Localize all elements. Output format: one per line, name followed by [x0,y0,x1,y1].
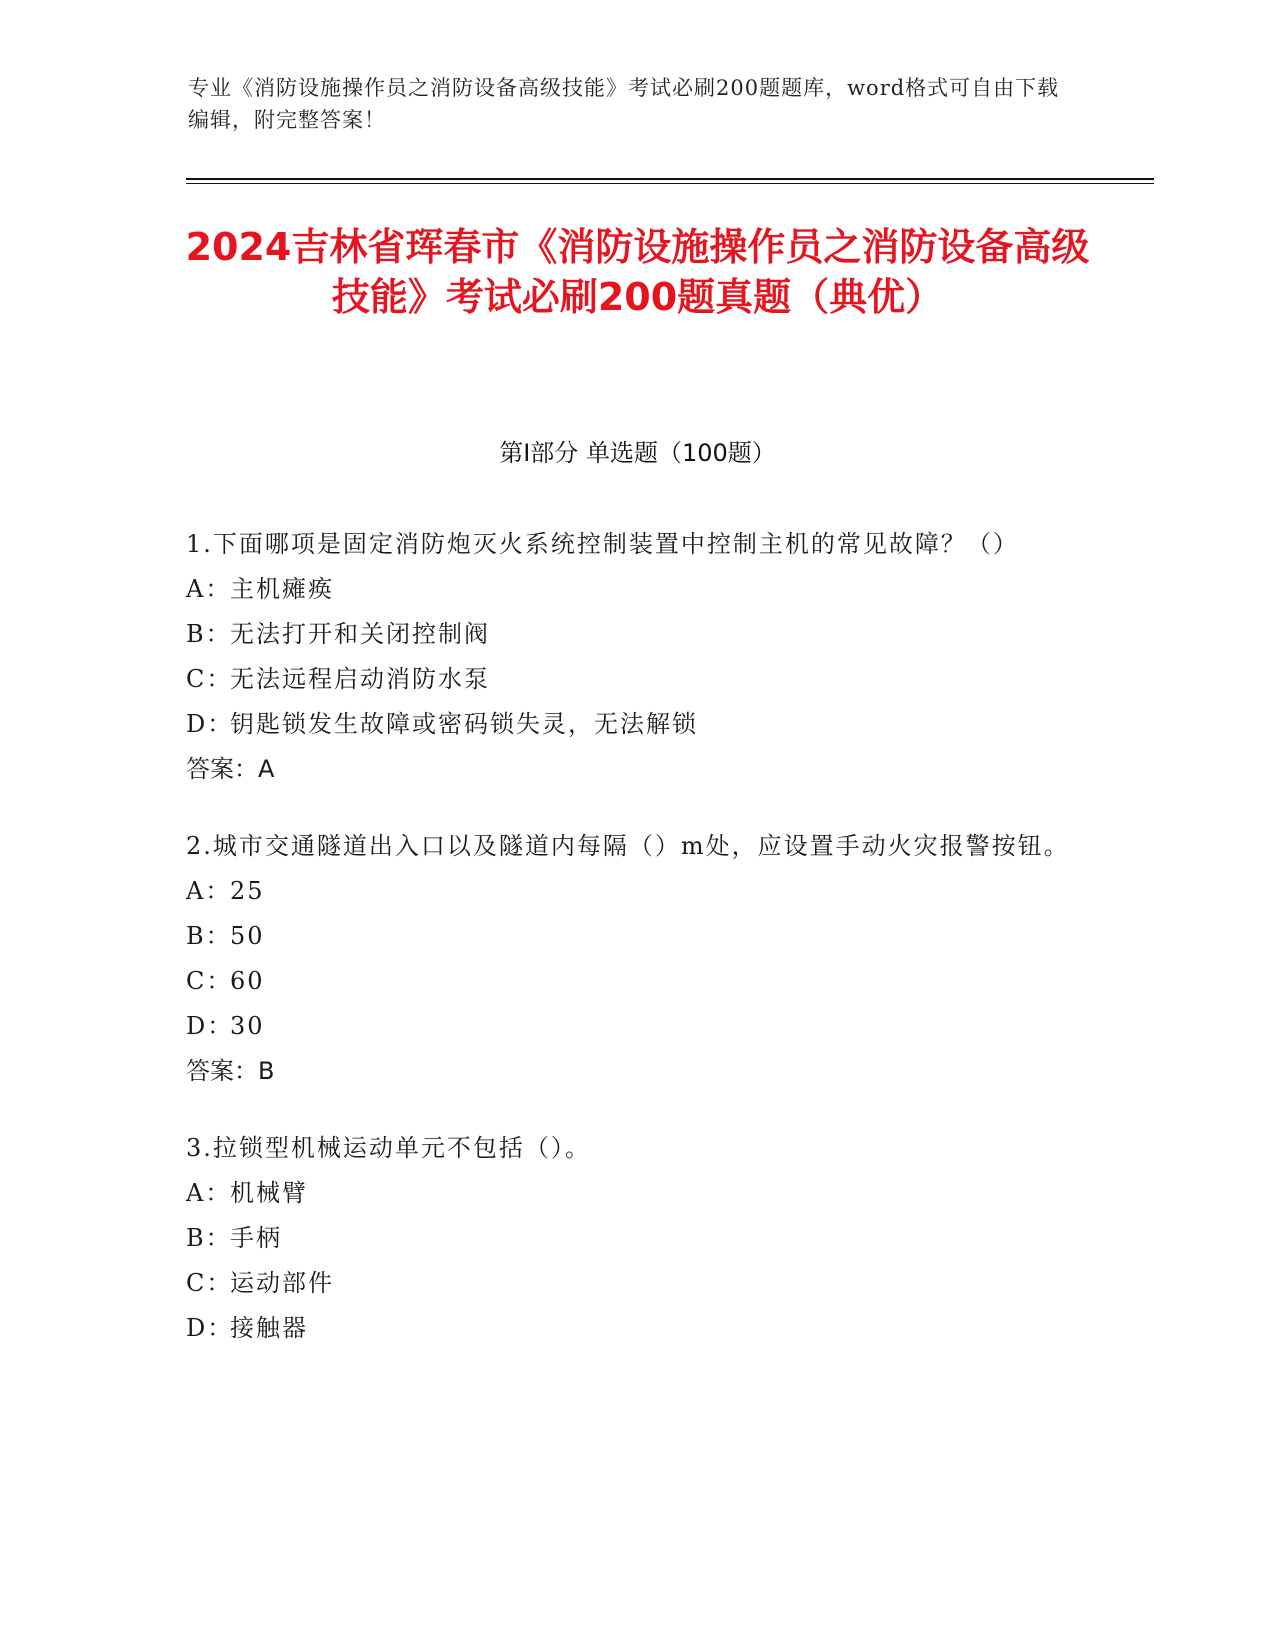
section-heading: 第I部分 单选题（100题） [499,439,776,467]
option-text: 无法远程启动消防水泵 [230,665,490,693]
question-option [186,869,1086,914]
question-option [186,959,1086,1004]
header-divider-thick [186,178,1154,180]
question-2 [186,824,1086,1094]
question-stem: 3.拉锁型机械运动单元不包括（）。 [186,1134,591,1162]
option-key: D： [186,710,234,738]
option-text: 30 [230,1012,265,1040]
question-option [186,1171,1086,1216]
option-key: C： [186,665,233,693]
question-option [186,702,1086,747]
question-option [186,1004,1086,1049]
question-3 [186,1126,1086,1351]
question-option [186,1306,1086,1351]
option-text: 无法打开和关闭控制阀 [230,620,490,648]
question-answer: 答案：B [186,1057,275,1085]
option-key: A： [186,877,232,905]
question-1 [186,522,1086,792]
option-text: 机械臂 [230,1179,308,1207]
option-text: 主机瘫痪 [230,575,334,603]
option-key: D： [186,1314,234,1342]
option-key: B： [186,620,232,648]
option-text: 25 [230,877,265,905]
question-option [186,1216,1086,1261]
question-option [186,567,1086,612]
option-key: B： [186,922,232,950]
option-key: C： [186,967,233,995]
question-list [186,522,1086,1383]
option-text: 钥匙锁发生故障或密码锁失灵，无法解锁 [230,710,698,738]
question-answer: 答案：A [186,755,275,783]
option-key: B： [186,1224,232,1252]
option-key: A： [186,575,232,603]
document-title: 2024吉林省珲春市《消防设施操作员之消防设备高级技能》考试必刷200题真题（典优） [185,225,1090,319]
question-option [186,1261,1086,1306]
question-stem: 1.下面哪项是固定消防炮灭火系统控制装置中控制主机的常见故障？（） [186,530,1019,558]
option-key: A： [186,1179,232,1207]
option-text: 接触器 [230,1314,308,1342]
option-text: 运动部件 [230,1269,334,1297]
option-key: D： [186,1012,234,1040]
question-option [186,914,1086,959]
header-divider-thin [186,183,1154,184]
question-stem: 2.城市交通隧道出入口以及隧道内每隔（）m处，应设置手动火灾报警按钮。 [186,832,1070,860]
option-text: 60 [230,967,265,995]
option-text: 50 [230,922,265,950]
question-option [186,612,1086,657]
question-option [186,657,1086,702]
option-text: 手柄 [230,1224,282,1252]
header-note: 专业《消防设施操作员之消防设备高级技能》考试必刷200题题库，word格式可自由下载编辑，附完整答案！ [188,76,1060,132]
option-key: C： [186,1269,233,1297]
